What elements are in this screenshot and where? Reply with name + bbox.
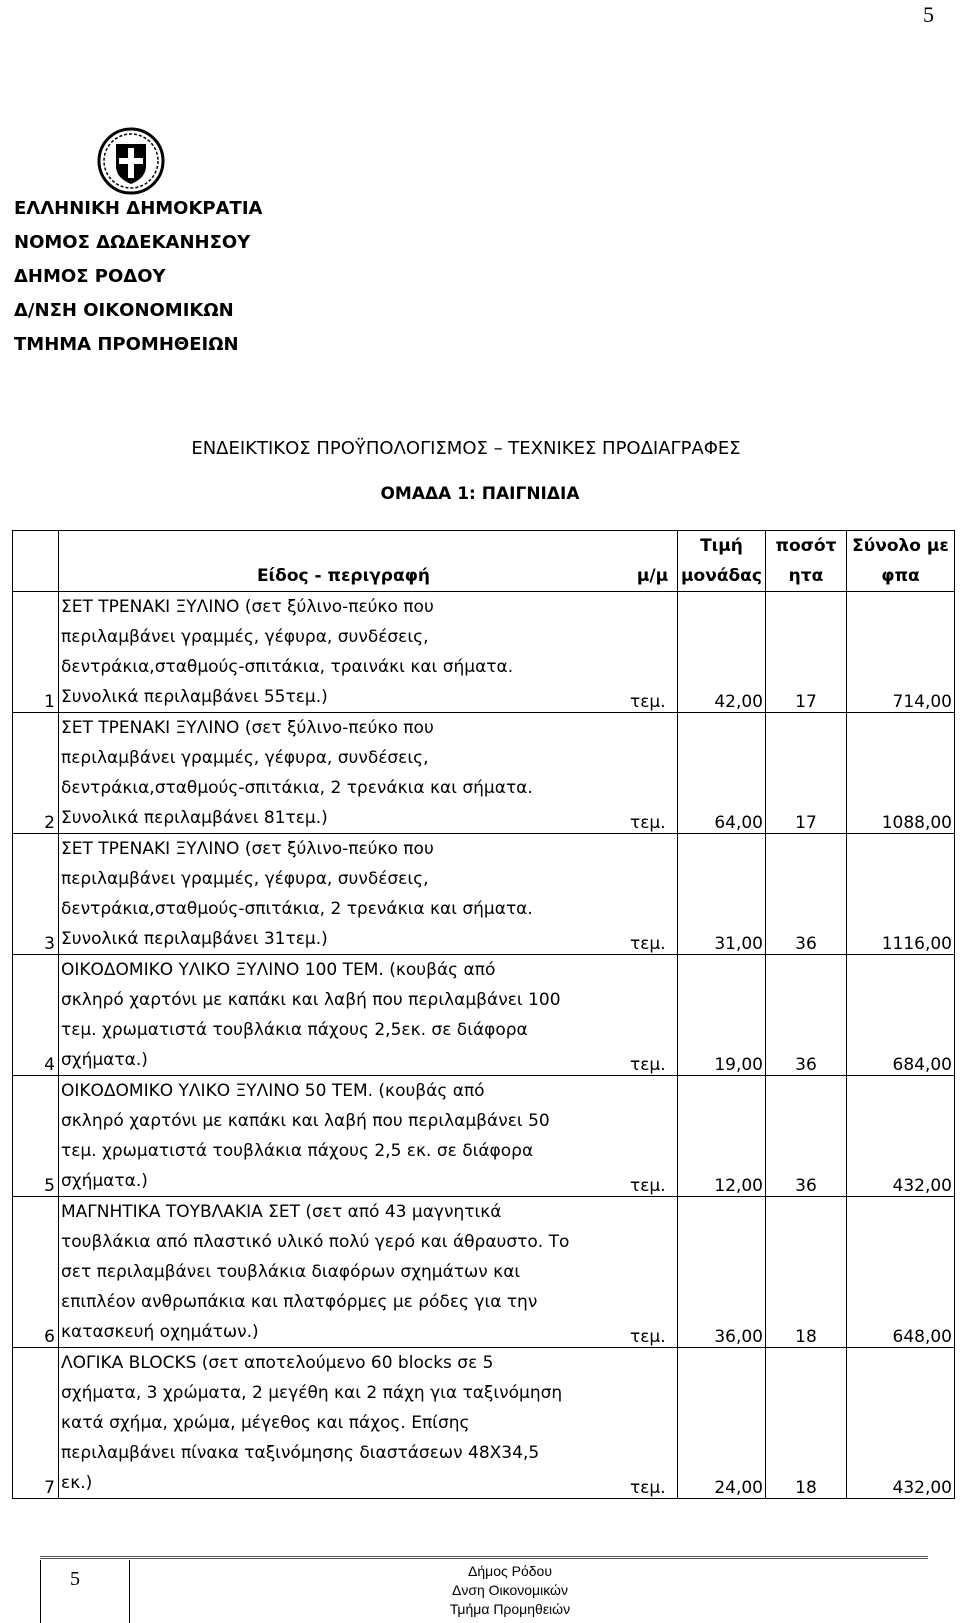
description-line: σκληρό χαρτόνι με καπάκι και λαβή που περιλαμβάνει 50 [61,1111,550,1131]
description-line: τεμ. χρωματιστά τουβλάκια πάχους 2,5 εκ. σε διάφορα [61,1141,534,1161]
row-description [59,713,629,834]
description-line: Συνολικά περιλαμβάνει 55τεμ.) [61,687,328,707]
row-price: 31,00 [678,834,766,955]
row-description [59,955,629,1076]
description-line: ΛΟΓΙΚΑ BLOCKS (σετ αποτελούμενο 60 blocks σε 5 [61,1353,494,1373]
row-description [59,592,629,713]
description-line: επιπλέον ανθρωπάκια και πλατφόρμες με ρόδες για την [61,1292,538,1312]
row-description [59,1348,629,1499]
table-row [13,1348,955,1499]
header-line: Δ/ΝΣΗ ΟΙΚΟΝΟΜΙΚΩΝ [14,300,234,321]
header-total: Σύνολο με φπα [847,531,955,592]
header-unit: μ/μ [628,531,678,592]
row-number: 1 [13,592,59,713]
footer-line: Δνση Οικονομικών [451,1582,568,1598]
description-line: σχήματα.) [61,1171,148,1191]
description-line: ΟΙΚΟΔΟΜΙΚΟ ΥΛΙΚΟ ΞΥΛΙΝΟ 50 ΤΕΜ. (κουβάς από [61,1081,485,1101]
header-description: Είδος - περιγραφή [59,531,629,592]
description-line: σχήματα.) [61,1050,148,1070]
header-quantity: ποσότ ητα [766,531,847,592]
document-title [0,438,960,459]
issuer-header [14,192,262,362]
row-unit: τεμ. [628,713,678,834]
row-description [59,1197,629,1348]
description-line: δεντράκια,σταθμούς-σπιτάκια, 2 τρενάκια και σήματα. [61,899,533,919]
row-quantity: 36 [766,834,847,955]
row-unit: τεμ. [628,1076,678,1197]
description-line: δεντράκια,σταθμούς-σπιτάκια, τραινάκι και σήματα. [61,657,514,677]
description-line: σχήματα, 3 χρώματα, 2 μεγέθη και 2 πάχη για ταξινόμηση [61,1383,563,1403]
row-number: 6 [13,1197,59,1348]
footer-page-number: 5 [70,1568,80,1590]
group-title-text: ΟΜΑΔΑ 1: ΠΑΙΓΝΙΔΙΑ [380,484,580,504]
description-line: εκ.) [61,1473,93,1493]
description-line: δεντράκια,σταθμούς-σπιτάκια, 2 τρενάκια και σήματα. [61,778,533,798]
description-line: κατά σχήμα, χρώμα, μέγεθος και πάχος. Επίσης [61,1413,470,1433]
row-number: 4 [13,955,59,1076]
row-unit: τεμ. [628,592,678,713]
row-quantity: 18 [766,1197,847,1348]
row-number: 7 [13,1348,59,1499]
group-title [0,484,960,504]
row-number: 3 [13,834,59,955]
description-line: τεμ. χρωματιστά τουβλάκια πάχους 2,5εκ. σε διάφορα [61,1020,528,1040]
table-header-row [13,531,955,592]
row-price: 19,00 [678,955,766,1076]
description-line: περιλαμβάνει γραμμές, γέφυρα, συνδέσεις, [61,748,429,768]
header-line: ΔΗΜΟΣ ΡΟΔΟΥ [14,266,166,287]
row-price: 64,00 [678,713,766,834]
footer-divider [40,1556,928,1559]
row-price: 42,00 [678,592,766,713]
row-total: 432,00 [847,1076,955,1197]
row-price: 12,00 [678,1076,766,1197]
table-row [13,1197,955,1348]
row-total: 714,00 [847,592,955,713]
description-line: ΟΙΚΟΔΟΜΙΚΟ ΥΛΙΚΟ ΞΥΛΙΝΟ 100 ΤΕΜ. (κουβάς από [61,960,496,980]
table-row [13,955,955,1076]
row-quantity: 17 [766,713,847,834]
footer-line: Τμήμα Προμηθειών [449,1601,571,1617]
header-price: Τιμή μονάδας [678,531,766,592]
description-line: περιλαμβάνει πίνακα ταξινόμησης διαστάσεων 48Χ34,5 [61,1443,540,1463]
row-unit: τεμ. [628,1348,678,1499]
description-line: ΜΑΓΝΗΤΙΚΑ ΤΟΥΒΛΑΚΙΑ ΣΕΤ (σετ από 43 μαγνητικά [61,1202,502,1222]
row-total: 1088,00 [847,713,955,834]
description-line: τουβλάκια από πλαστικό υλικό πολύ γερό και άθραυστο. Το [61,1232,570,1252]
row-description [59,834,629,955]
row-total: 648,00 [847,1197,955,1348]
footer-line: Δήμος Ρόδου [468,1563,552,1579]
footer-issuer [0,1562,960,1619]
page-number-top: 5 [923,2,934,27]
description-line: σκληρό χαρτόνι με καπάκι και λαβή που περιλαμβάνει 100 [61,990,561,1010]
header-line: ΤΜΗΜΑ ΠΡΟΜΗΘΕΙΩΝ [14,334,239,355]
description-line: ΣΕΤ ΤΡΕΝΑΚΙ ΞΥΛΙΝΟ (σετ ξύλινο-πεύκο που [61,839,434,859]
row-unit: τεμ. [628,1197,678,1348]
row-quantity: 36 [766,955,847,1076]
header-no [13,531,59,592]
row-quantity: 36 [766,1076,847,1197]
row-unit: τεμ. [628,834,678,955]
row-unit: τεμ. [628,955,678,1076]
row-number: 5 [13,1076,59,1197]
row-price: 36,00 [678,1197,766,1348]
row-total: 432,00 [847,1348,955,1499]
row-total: 684,00 [847,955,955,1076]
greek-coat-of-arms-icon [96,126,166,196]
document-title-text: ΕΝΔΕΙΚΤΙΚΟΣ ΠΡΟΫΠΟΛΟΓΙΣΜΟΣ – ΤΕΧΝΙΚΕΣ ΠΡΟΔΙΑΓΡΑΦΕΣ [191,438,741,459]
description-line: σετ περιλαμβάνει τουβλάκια διαφόρων σχημάτων και [61,1262,521,1282]
row-quantity: 17 [766,592,847,713]
row-price: 24,00 [678,1348,766,1499]
header-line: ΕΛΛΗΝΙΚΗ ΔΗΜΟΚΡΑΤΙΑ [14,198,263,219]
budget-table [12,530,955,1499]
header-line: ΝΟΜΟΣ ΔΩΔΕΚΑΝΗΣΟΥ [14,232,251,253]
description-line: Συνολικά περιλαμβάνει 31τεμ.) [61,929,328,949]
description-line: ΣΕΤ ΤΡΕΝΑΚΙ ΞΥΛΙΝΟ (σετ ξύλινο-πεύκο που [61,718,434,738]
table-row [13,592,955,713]
table-row [13,1076,955,1197]
row-quantity: 18 [766,1348,847,1499]
row-description [59,1076,629,1197]
description-line: Συνολικά περιλαμβάνει 81τεμ.) [61,808,328,828]
description-line: ΣΕΤ ΤΡΕΝΑΚΙ ΞΥΛΙΝΟ (σετ ξύλινο-πεύκο που [61,597,434,617]
row-total: 1116,00 [847,834,955,955]
description-line: περιλαμβάνει γραμμές, γέφυρα, συνδέσεις, [61,627,429,647]
row-number: 2 [13,713,59,834]
description-line: κατασκευή οχημάτων.) [61,1322,259,1342]
description-line: περιλαμβάνει γραμμές, γέφυρα, συνδέσεις, [61,869,429,889]
table-row [13,713,955,834]
table-row [13,834,955,955]
